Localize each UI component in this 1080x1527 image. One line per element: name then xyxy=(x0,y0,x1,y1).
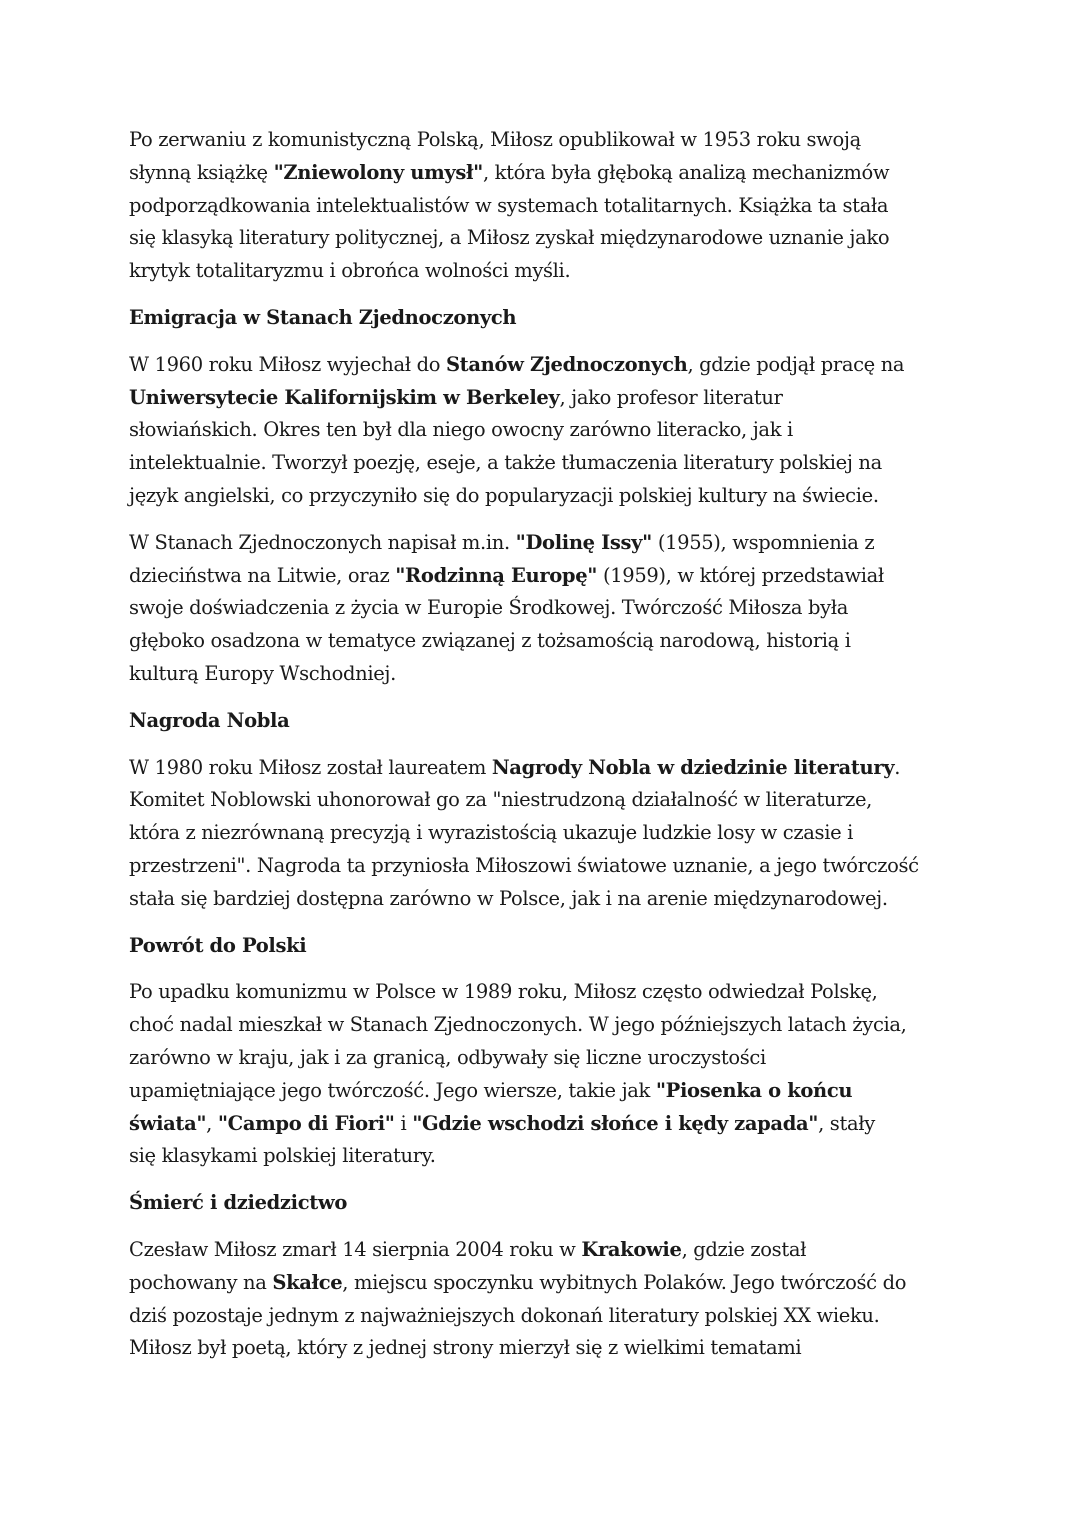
paragraph xyxy=(129,349,979,513)
text-run: swoje doświadczenia z życia w Europie Środkowej. Twórczość Miłosza była xyxy=(129,596,849,620)
bold-text: Nagrody Nobla w dziedzinie literatury xyxy=(491,755,895,779)
bold-text: "Rodzinną Europę" xyxy=(395,563,598,587)
bold-text: "Zniewolony umysł" xyxy=(273,160,483,184)
text-run: pochowany na xyxy=(129,1270,273,1294)
text-run: słynną książkę xyxy=(129,160,274,184)
text-run: się klasyką literatury politycznej, a Miłosz zyskał międzynarodowe uznanie jako xyxy=(129,226,890,250)
text-run: słowiańskich. Okres ten był dla niego owocny zarówno literacko, jak i xyxy=(129,418,793,442)
bold-text: "Campo di Fiori" xyxy=(217,1111,395,1135)
text-run: , gdzie został xyxy=(681,1237,807,1261)
text-run: , miejscu spoczynku wybitnych Polaków. Jego twórczość do xyxy=(342,1270,907,1294)
text-run: (1959), w której przedstawiał xyxy=(597,563,884,587)
text-run: intelektualnie. Tworzył poezję, eseje, a także tłumaczenia literatury polskiej na xyxy=(129,451,882,475)
text-line xyxy=(129,784,979,817)
text-line xyxy=(129,190,979,223)
bold-text: Skałce xyxy=(272,1270,343,1294)
text-run: Po zerwaniu z komunistyczną Polską, Miłosz opublikował w 1953 roku swoją xyxy=(129,128,861,151)
text-line xyxy=(129,625,979,658)
text-run: Czesław Miłosz zmarł 14 sierpnia 2004 roku w xyxy=(129,1237,582,1261)
section-heading: Nagroda Nobla xyxy=(129,708,290,732)
text-run: W 1960 roku Miłosz wyjechał do xyxy=(129,352,446,376)
section-heading: Powrót do Polski xyxy=(129,933,307,957)
bold-text: "Dolinę Issy" xyxy=(515,530,652,554)
text-run: W 1980 roku Miłosz został laureatem xyxy=(129,755,492,779)
text-line xyxy=(129,1108,979,1141)
paragraph xyxy=(129,124,979,288)
document-page xyxy=(129,124,979,1379)
text-run: dziś pozostaje jednym z najważniejszych dokonań literatury polskiej XX wieku. xyxy=(129,1303,880,1327)
text-run: stała się bardziej dostępna zarówno w Polsce, jak i na arenie międzynarodowej. xyxy=(129,886,888,910)
text-run: (1955), wspomnienia z xyxy=(651,530,875,554)
text-run: kulturą Europy Wschodniej. xyxy=(129,661,396,685)
text-line xyxy=(129,592,979,625)
bold-text: Krakowie xyxy=(581,1237,682,1261)
text-line xyxy=(129,883,979,916)
text-line xyxy=(129,850,979,883)
text-run: Po upadku komunizmu w Polsce w 1989 roku, Miłosz często odwiedzał Polskę, xyxy=(129,980,878,1004)
text-line xyxy=(129,817,979,850)
text-line xyxy=(129,480,979,513)
text-run: , jako profesor literatur xyxy=(559,385,783,409)
text-run: , która była głęboką analizą mechanizmów xyxy=(482,160,890,184)
text-run: , xyxy=(206,1111,218,1135)
text-run: podporządkowania intelektualistów w systemach totalitarnych. Książka ta stała xyxy=(129,193,889,217)
text-run: , stały xyxy=(818,1111,875,1135)
text-line xyxy=(129,222,979,255)
text-line xyxy=(129,414,979,447)
text-run: i xyxy=(394,1111,413,1135)
paragraph xyxy=(129,1234,979,1365)
bold-text: "Gdzie wschodzi słońce i kędy zapada" xyxy=(412,1111,819,1135)
text-line xyxy=(129,382,979,415)
text-line xyxy=(129,658,979,691)
text-run: krytyk totalitaryzmu i obrońca wolności myśli. xyxy=(129,259,571,283)
text-run: język angielski, co przyczyniło się do popularyzacji polskiej kultury na świecie. xyxy=(129,483,879,507)
text-line xyxy=(129,976,979,1009)
text-run: . xyxy=(894,755,901,779)
text-line xyxy=(129,1075,979,1108)
text-line xyxy=(129,560,979,593)
text-run: , gdzie podjął pracę na xyxy=(687,352,905,376)
text-run: zarówno w kraju, jak i za granicą, odbywały się liczne uroczystości xyxy=(129,1045,766,1069)
text-line xyxy=(129,1009,979,1042)
text-run: upamiętniające jego twórczość. Jego wiersze, takie jak xyxy=(129,1078,656,1102)
text-line xyxy=(129,752,979,785)
text-run: przestrzeni". Nagroda ta przyniosła Miłoszowi światowe uznanie, a jego twórczość xyxy=(129,853,919,877)
text-run: się klasykami polskiej literatury. xyxy=(129,1144,436,1168)
bold-text: Uniwersytecie Kalifornijskim w Berkeley xyxy=(129,385,560,409)
section-heading: Śmierć i dziedzictwo xyxy=(129,1191,347,1215)
text-line xyxy=(129,1267,979,1300)
bold-text: "Piosenka o końcu xyxy=(655,1078,853,1102)
text-run: Miłosz był poetą, który z jednej strony mierzył się z wielkimi tematami xyxy=(129,1336,802,1360)
text-run: dzieciństwa na Litwie, oraz xyxy=(129,563,396,587)
bold-text: Stanów Zjednoczonych xyxy=(445,352,688,376)
text-line xyxy=(129,1300,979,1333)
text-line xyxy=(129,255,979,288)
section-heading: Emigracja w Stanach Zjednoczonych xyxy=(129,305,517,329)
text-line xyxy=(129,1140,979,1173)
paragraph xyxy=(129,527,979,691)
text-line xyxy=(129,1234,979,1267)
text-line xyxy=(129,527,979,560)
text-line xyxy=(129,157,979,190)
bold-text: świata" xyxy=(129,1111,207,1135)
text-run: głęboko osadzona w tematyce związanej z tożsamością narodową, historią i xyxy=(129,629,851,653)
text-line xyxy=(129,1332,979,1365)
text-run: W Stanach Zjednoczonych napisał m.in. xyxy=(129,530,516,554)
text-line xyxy=(129,447,979,480)
paragraph xyxy=(129,976,979,1173)
text-line xyxy=(129,349,979,382)
text-run: Komitet Noblowski uhonorował go za "niestrudzoną działalność w literaturze, xyxy=(129,788,873,812)
text-line xyxy=(129,124,979,157)
text-line xyxy=(129,1042,979,1075)
text-run: choć nadal mieszkał w Stanach Zjednoczonych. W jego późniejszych latach życia, xyxy=(129,1013,907,1037)
paragraph xyxy=(129,752,979,916)
text-run: która z niezrównaną precyzją i wyrazistością ukazuje ludzkie losy w czasie i xyxy=(129,821,854,845)
